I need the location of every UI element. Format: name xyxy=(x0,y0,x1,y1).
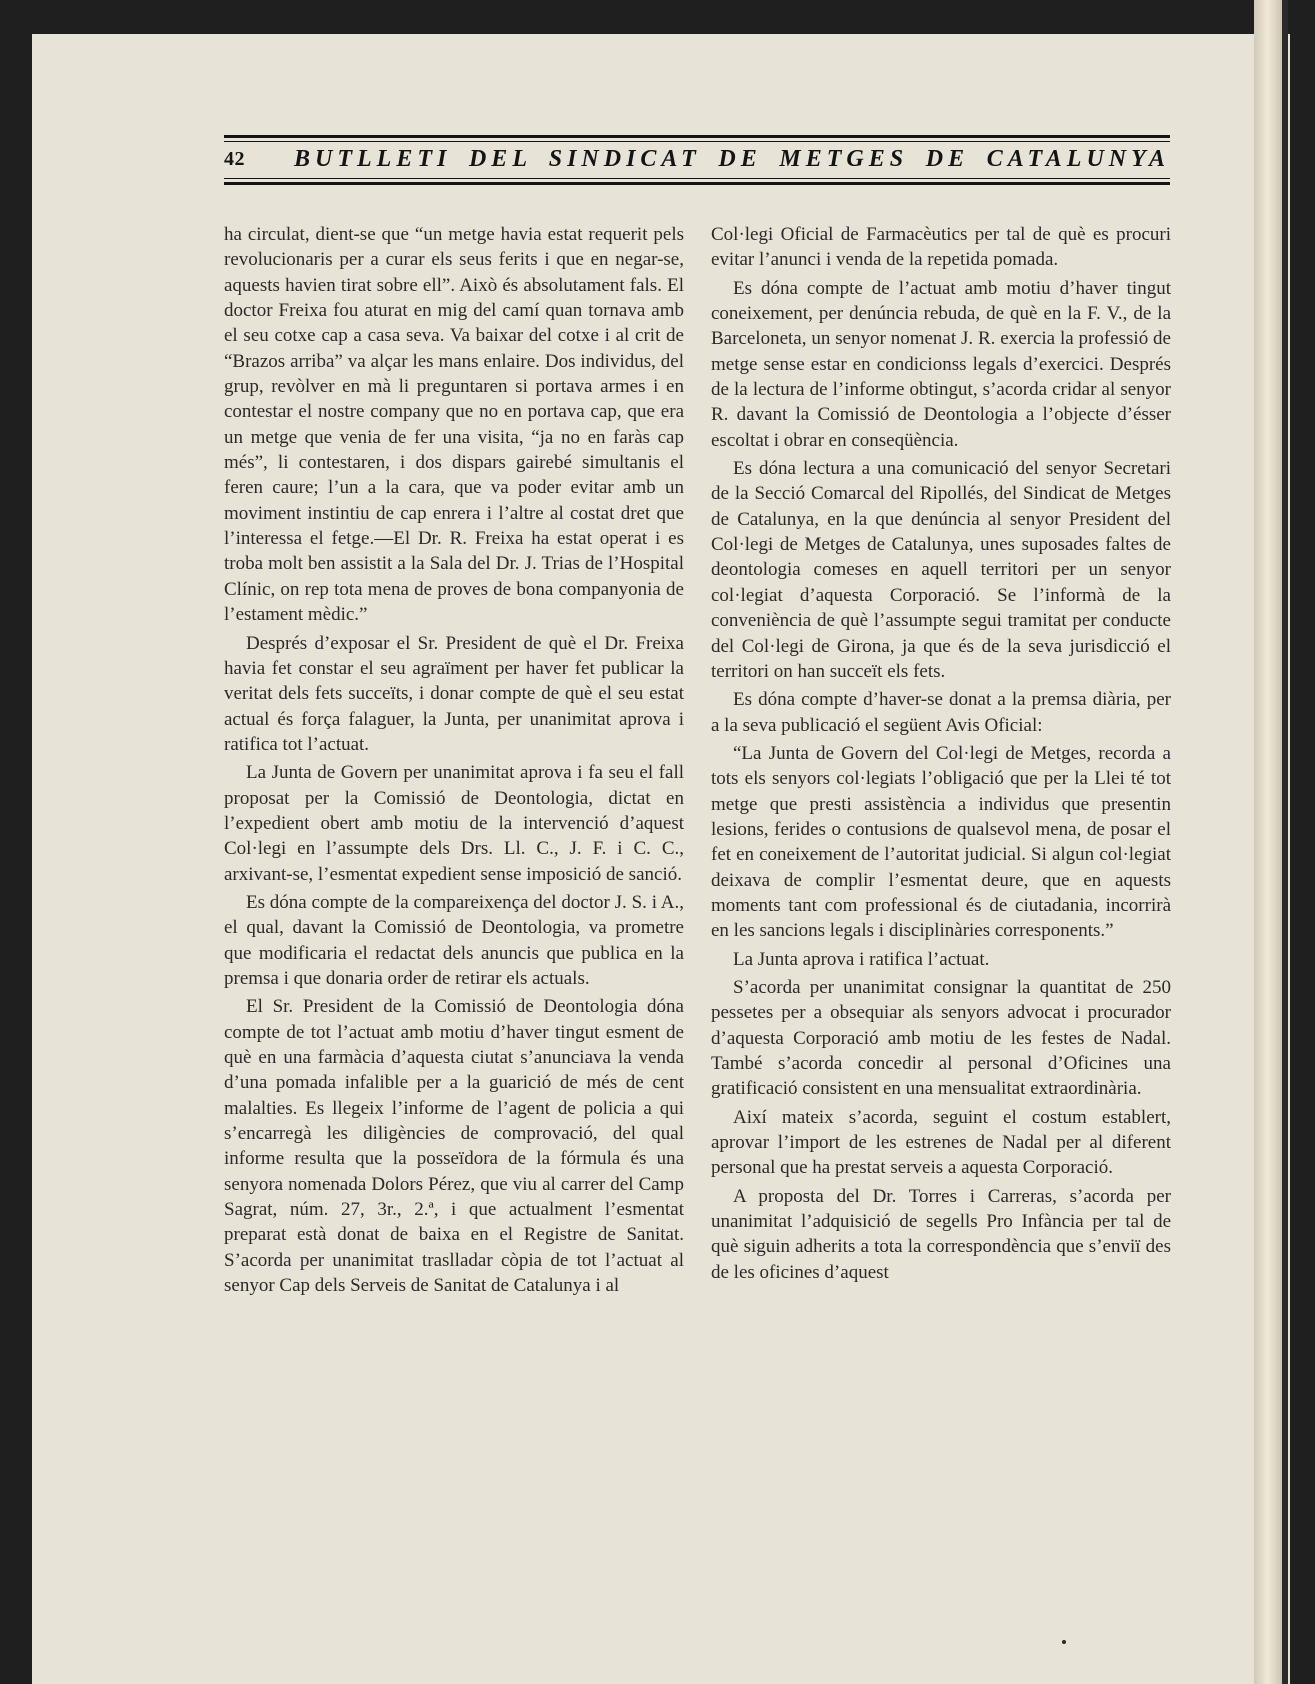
header-rule xyxy=(224,178,1170,179)
left-column xyxy=(224,222,684,1298)
paragraph: Es dóna lectura a una comunicació del senyor Secretari de la Secció Comarcal del Ripollés, del Sindicat de Metges de Catalunya, en la que denúncia al senyor President del Col·legi de Metges de Catalunya, unes suposades faltes de deontologia comeses en aquell territori per un senyor col·legiat d’aquesta Corporació. Se l’informà de la conveniència de què l’assumpte segui tramitat per conducte del Col·legi de Girona, ja que és de la seva jurisdicció el territori on han succeït els fets. xyxy=(711,458,1171,682)
paragraph: S’acorda per unanimitat consignar la quantitat de 250 pessetes per a obsequiar als senyors advocat i procurador d’aquesta Corporació amb motiu de les festes de Nadal. També s’acorda concedir al personal d’Oficines una gratificació consistent en una mensualitat extraordinària. xyxy=(711,976,1171,1100)
paragraph: A proposta del Dr. Torres i Carreras, s’acorda per unanimitat l’adquisició de segells Pro Infància per tal de què siguin adherits a tota la correspondència que s’enviï des de les oficines d’aquest xyxy=(711,1185,1171,1283)
right-column xyxy=(711,222,1171,1285)
header-rule xyxy=(224,141,1170,142)
header-rule xyxy=(224,135,1170,138)
paragraph: “La Junta de Govern del Col·legi de Metges, recorda a tots els senyors col·legiats l’obligació que per la Llei té tot metge que presti assistència a individus que presentin lesions, ferides o contusions de qualsevol mena, de posar el fet en coneixement de l’autoritat judicial. Si algun col·legiat deixava de complir l’esmentat deure, que en aquests moments tant com professional és de ciutadania, incorrirà en les sancions legals i disciplinàries corresponents.” xyxy=(711,742,1171,942)
running-header xyxy=(224,132,1170,190)
paragraph: El Sr. President de la Comissió de Deontologia dóna compte de tot l’actuat amb motiu d’haver tingut esment de què en una farmàcia d’aquesta ciutat s’anunciava la venda d’una pomada infalible per a la guarició de més de cent malalties. Es llegeix l’informe de l’agent de policia a qui s’encarregà les diligències de comprovació, del qual informe resulta que la posseïdora de la fórmula és una senyora nomenada Dolors Pérez, que viu al carrer del Camp Sagrat, núm. 27, 3r., 2.ª, i que actualment l’esmentat preparat està donat de baixa en el Registre de Sanitat. S’acorda per unanimitat traslladar còpia de tot l’actuat al senyor Cap dels Serveis de Sanitat de Catalunya i al xyxy=(224,996,684,1297)
paragraph: Després d’exposar el Sr. President de què el Dr. Freixa havia fet constar el seu agraïment per haver fet publicar la veritat dels fets succeïts, i donar compte de què el seu estat actual és força falaguer, la Junta, per unanimitat aprova i ratifica tot l’actuat. xyxy=(224,632,684,755)
ink-speck xyxy=(1062,1640,1066,1644)
paragraph: Es dóna compte d’haver-se donat a la premsa diària, per a la seva publicació el següent Avis Oficial: xyxy=(711,689,1171,736)
paragraph: Així mateix s’acorda, seguint el costum establert, aprovar l’import de les estrenes de Nadal per al diferent personal que ha prestat serveis a aquesta Corporació. xyxy=(711,1106,1171,1179)
paragraph: ha circulat, dient-se que “un metge havia estat requerit pels revolucionaris per a curar els seus ferits i que en negar-se, aquests havien tirat sobre ell”. Això és absolutament fals. El doctor Freixa fou aturat en mig del camí quan tornava amb el seu cotxe cap a casa seva. Va baixar del cotxe i al crit de “Brazos arriba” va alçar les mans enlaire. Dos individus, del grup, revòlver en mà li preguntaren si portava armes i en contestar el nostre company que no en portava cap, que era un metge que venia de fer una visita, “ja no en faràs cap més”, li contestaren, i dos dispars gairebé simultanis el feren caure; l’un a la cara, que va poder evitar amb un moviment instintiu de cap enrera i l’altre al costat dret que l’interessa el fetge.—El Dr. R. Freixa ha estat operat i es troba molt ben assistit a la Sala del Dr. J. Trias de l’Hospital Clínic, on rep tota mena de proves de bona companyonia de l’estament mèdic.” xyxy=(224,224,684,626)
next-page-edge xyxy=(1254,0,1288,1684)
paragraph: La Junta de Govern per unanimitat aprova i fa seu el fall proposat per la Comissió de Deontologia, dictat en l’expedient obert amb motiu de la intervenció d’aquest Col·legi en l’assumpte dels Drs. Ll. C., J. F. i C. C., arxivant-se, l’esmentat expedient sense imposició de sanció. xyxy=(224,762,684,885)
paragraph: Es dóna compte de la compareixença del doctor J. S. i A., el qual, davant la Comissió de Deontologia, va prometre que modificaria el redactat dels anuncis que publica en la premsa i que donaria order de retirar els actuals. xyxy=(224,891,684,989)
header-rule xyxy=(224,182,1170,185)
paragraph: Col·legi Oficial de Farmacèutics per tal de què es procuri evitar l’anunci i venda de la repetida pomada. xyxy=(711,224,1171,271)
page-number: 42 xyxy=(224,148,245,170)
paragraph: Es dóna compte de l’actuat amb motiu d’haver tingut coneixement, per denúncia rebuda, de què en la F. V., de la Barceloneta, un senyor nomenat J. R. exercia la professió de metge sense estar en condicionss legals d’exercici. Després de la lectura de l’informe obtingut, s’acorda cridar al senyor R. davant la Comissió de Deontologia a l’objecte d’ésser escoltat i obrar en conseqüència. xyxy=(711,277,1171,451)
paragraph: La Junta aprova i ratifica l’actuat. xyxy=(733,948,990,970)
running-title: BUTLLETI DEL SINDICAT DE METGES DE CATALUNYA xyxy=(294,146,1170,172)
